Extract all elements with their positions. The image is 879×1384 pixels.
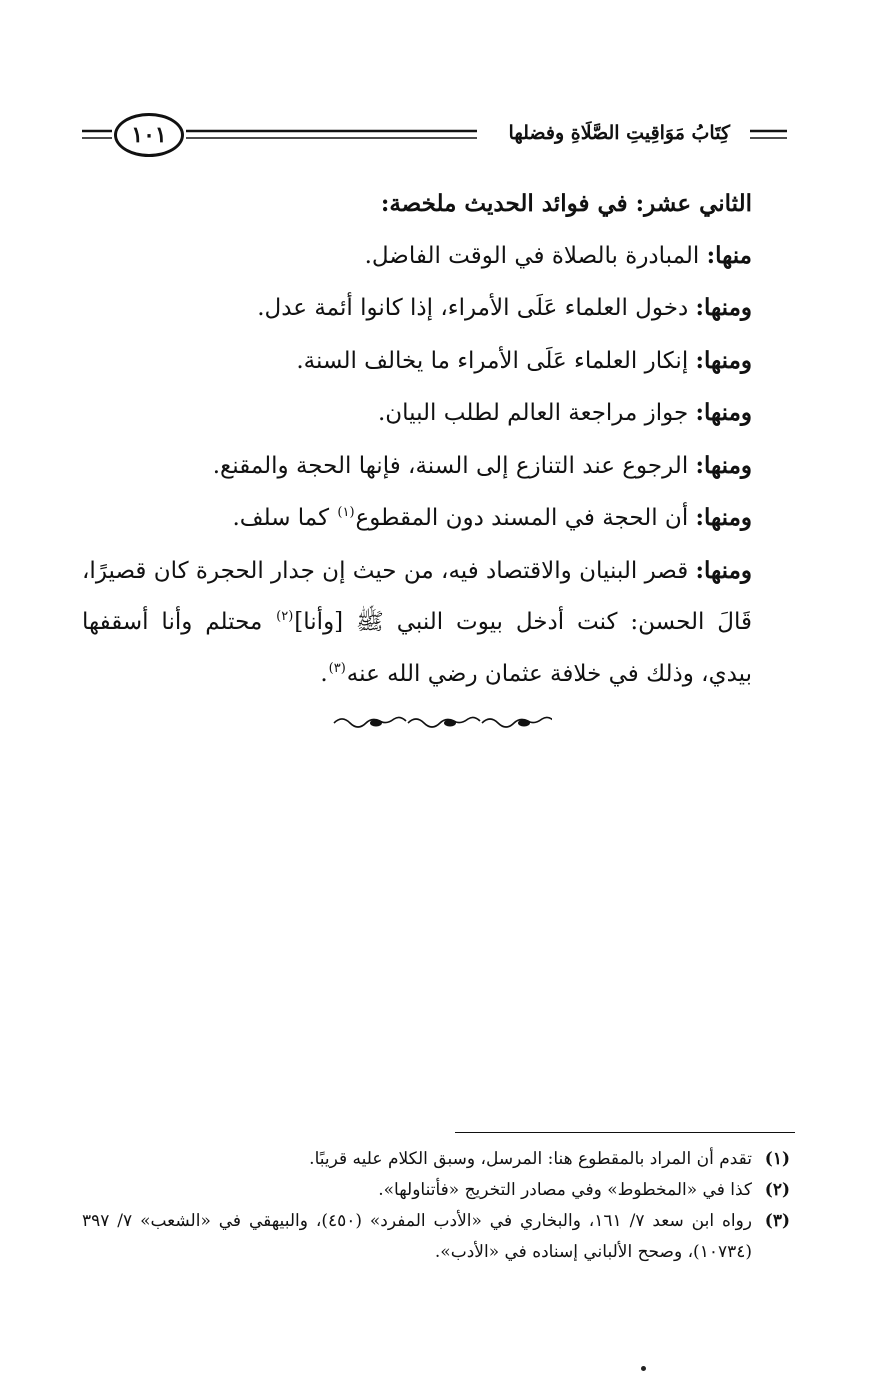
paragraph-text: . [320,660,328,687]
line-lead: ومنها: [695,399,752,426]
footnote-number: (٣) [764,1211,790,1231]
benefit-line [82,492,752,545]
main-text [82,178,752,700]
page-number-badge [114,113,184,157]
line-lead: ومنها: [695,346,752,374]
line-lead: ومنها: [695,294,752,321]
footnote-number: (٢) [764,1180,790,1200]
line-lead: ومنها: [695,504,752,531]
footnote-separator [455,1132,795,1133]
line-lead: ومنها: [695,451,752,479]
page-header [82,112,792,162]
line-lead: منها: [706,241,752,269]
line-text: المبادرة بالصلاة في الوقت الفاضل. [364,242,707,269]
line-text: أن الحجة في المسند دون المقطوع [355,505,696,531]
footnote [82,1144,790,1175]
benefit-line [82,335,752,388]
footnote-text: كذا في «المخطوط» وفي مصادر التخريج «فأتناولها». [378,1180,752,1200]
line-text: دخول العلماء عَلَى الأمراء، إذا كانوا أئمة عدل. [257,295,696,321]
footnote-ref[interactable]: (٣) [328,660,346,676]
paragraph-text: قصر البنيان والاقتصاد فيه، من حيث إن جدار الحجرة كان قصيرًا، قَالَ الحسن: كنت أدخل بيوت النبي ﷺ [وأنا] [82,557,752,635]
footnote [82,1175,790,1206]
footnote-ref[interactable]: (١) [337,505,355,521]
line-lead: ومنها: [695,556,752,584]
footnote-number: (١) [764,1149,790,1169]
line-text: إنكار العلماء عَلَى الأمراء ما يخالف السنة. [296,347,696,374]
benefit-line [82,440,752,493]
paragraph-text: محتلم وأنا أسقفها بيدي، وذلك في خلافة عثمان رضي الله عنه [82,609,752,687]
benefit-line [82,282,752,335]
benefit-line [82,230,752,283]
line-text: الرجوع عند التنازع إلى السنة، فإنها الحجة والمقنع. [212,452,696,479]
footnote-ref[interactable]: (٢) [276,609,294,625]
line-text: جواز مراجعة العالم لطلب البيان. [377,400,696,426]
footnote-text: تقدم أن المراد بالمقطوع هنا: المرسل، وسبق الكلام عليه قريبًا. [309,1149,752,1169]
footnote-text: رواه ابن سعد ٧/ ١٦١، والبخاري في «الأدب المفرد» (٤٥٠)، والبيهقي في «الشعب» ٧/ ٣٩٧ (١٠٧٣٤)، وصحح الألباني إسناده في «الأدب». [82,1211,753,1262]
footnotes [82,1144,790,1268]
running-title: كِتَابُ مَوَاقِيتِ الصَّلَاةِ وفضلها [508,122,730,144]
benefit-line [82,387,752,440]
page-number: ١٠١ [131,122,167,148]
benefit-paragraph [82,545,752,701]
scan-speck [641,1366,646,1371]
section-heading: الثاني عشر: في فوائد الحديث ملخصة: [380,190,752,217]
ornament-divider [330,712,552,734]
line-text: كما سلف. [232,505,337,531]
footnote [82,1206,790,1268]
